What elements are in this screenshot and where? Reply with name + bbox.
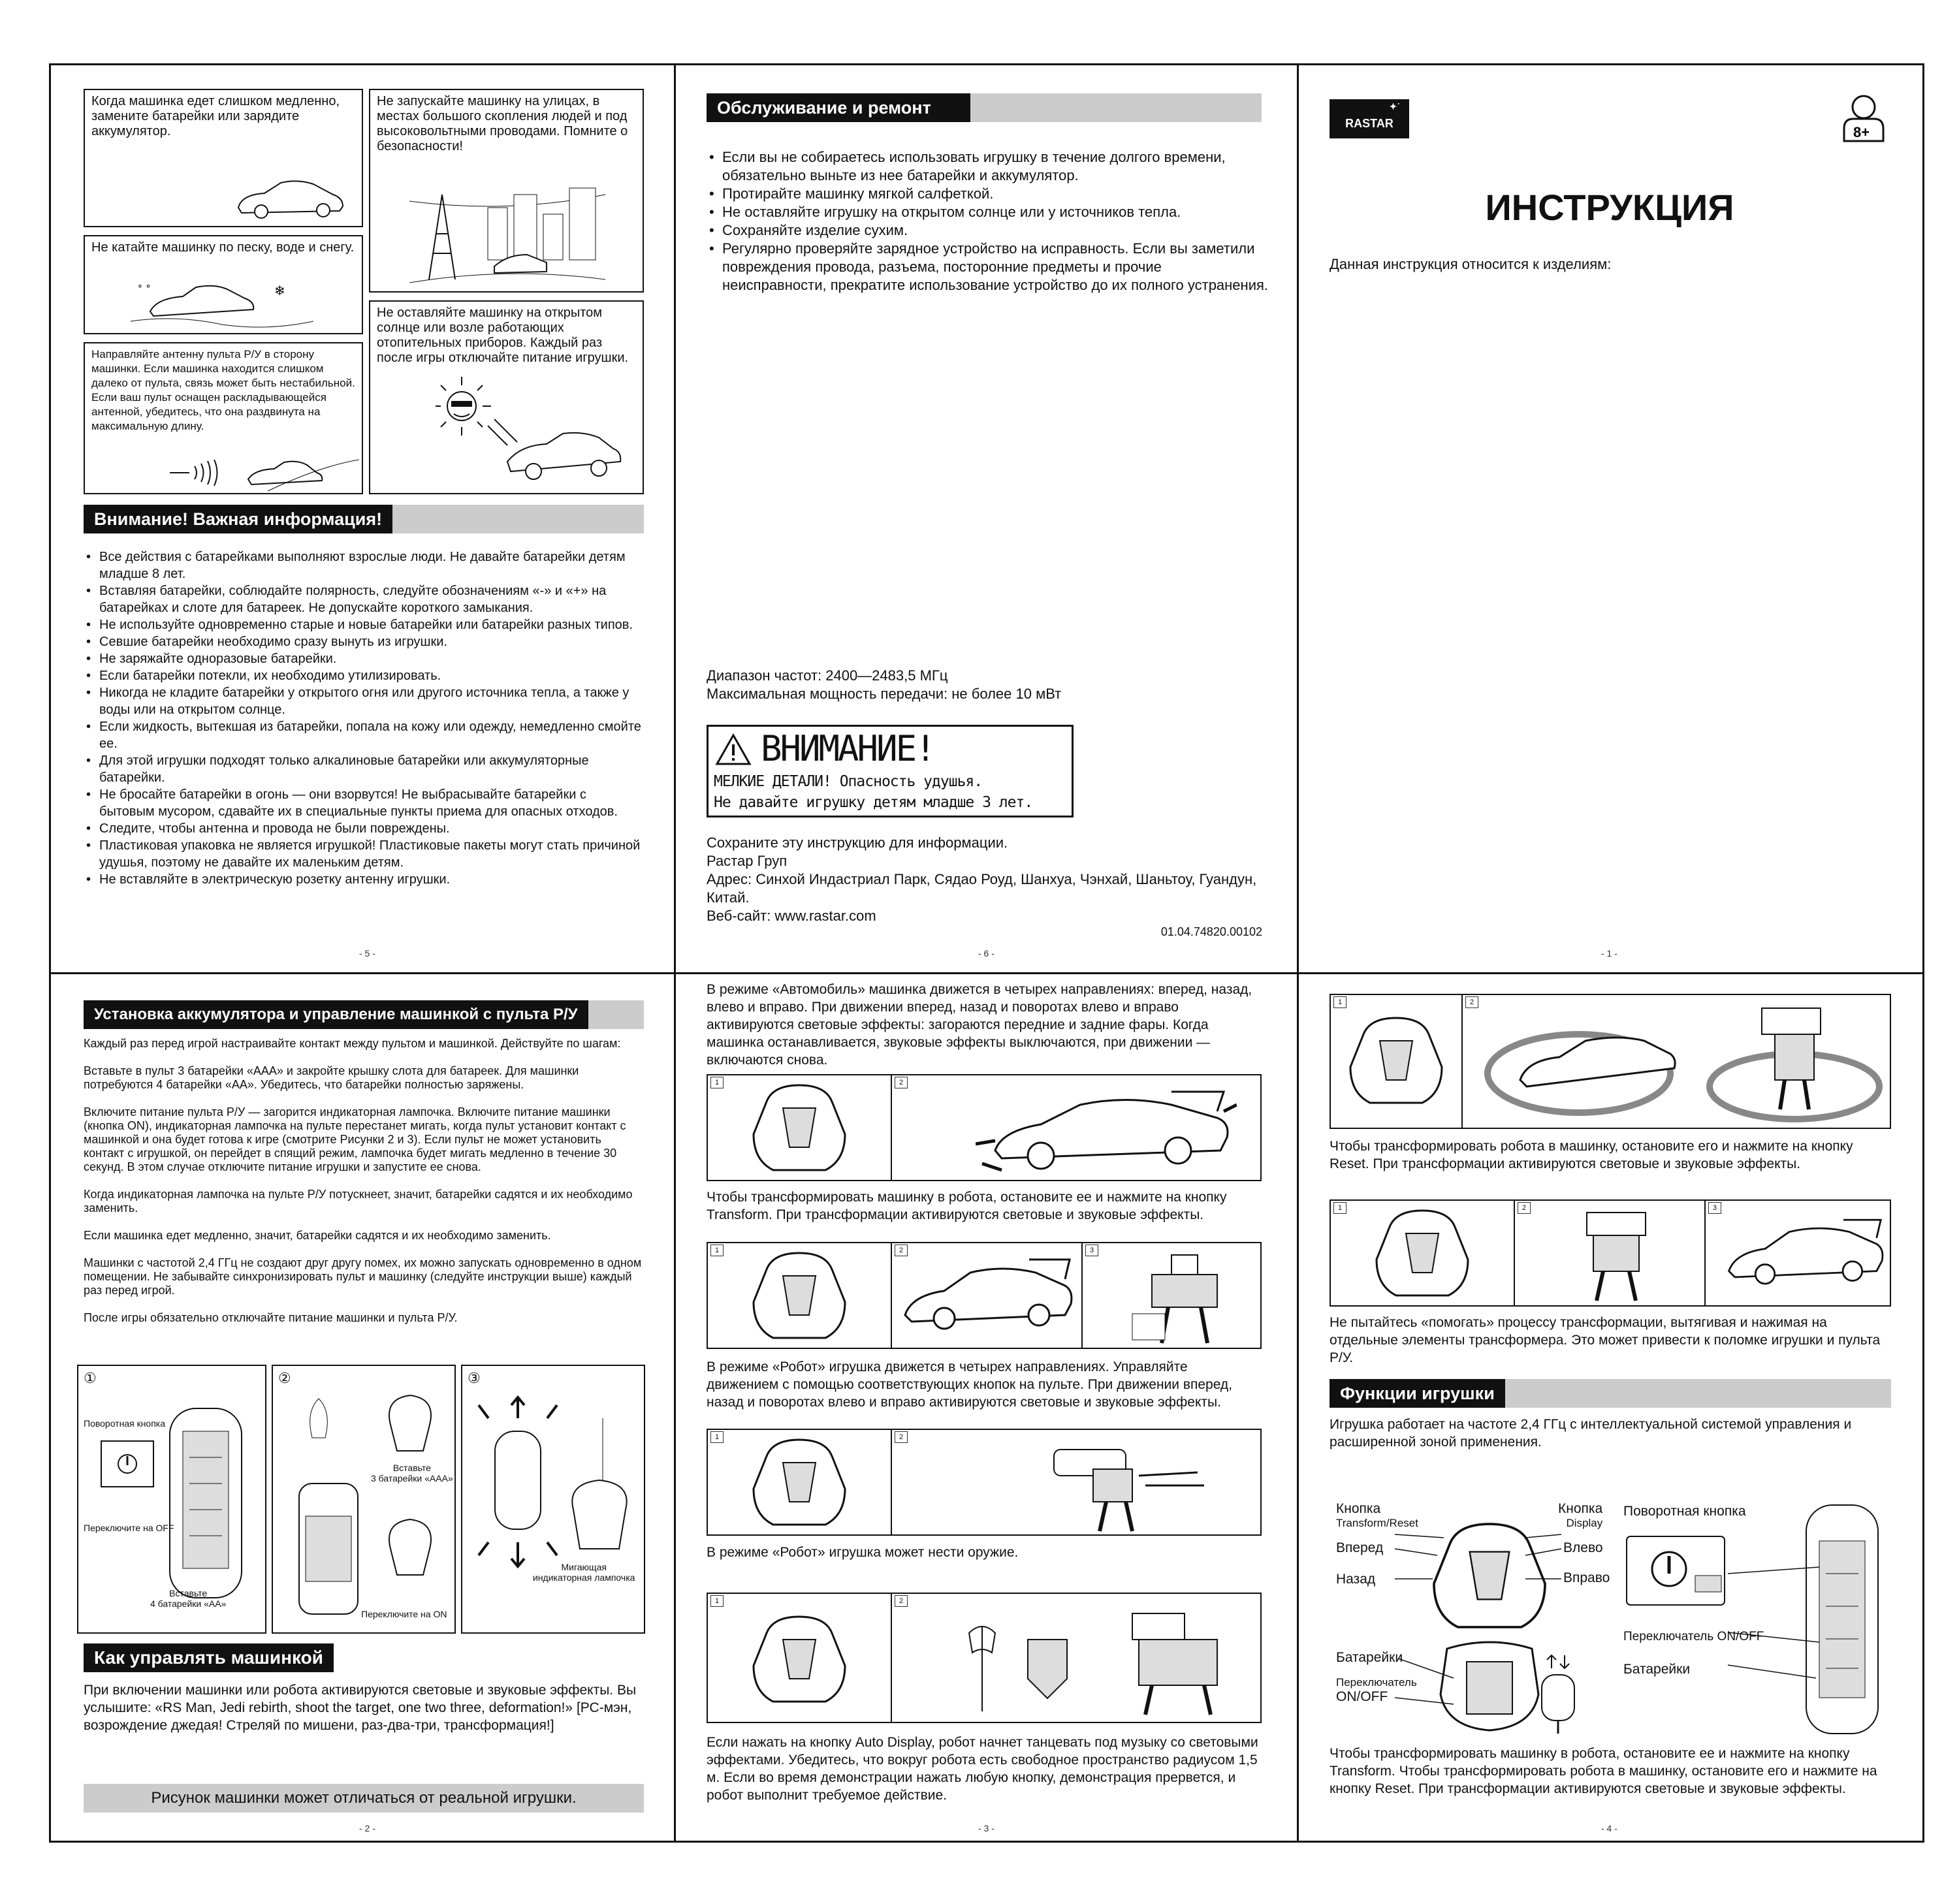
functions-text: Игрушка работает на частоте 2,4 ГГц с интеллектуальной системой управления и расширенной зоной применения. — [1330, 1417, 1852, 1450]
label-line: Кнопка — [1558, 1501, 1603, 1516]
label-insert-aaa: Вставьте 3 батарейки «ААА» — [371, 1463, 453, 1484]
label-insert-aa: Вставьте 4 батарейки «АА» — [150, 1588, 227, 1609]
figure-number: 3 — [1708, 1202, 1721, 1214]
illustration-note: Рисунок машинки может отличаться от реальной игрушки. — [84, 1784, 644, 1813]
label-line: Кнопка — [1336, 1501, 1381, 1516]
battery-install-text — [84, 1037, 645, 1339]
page-1 — [1297, 65, 1922, 970]
figure-number: 1 — [710, 1595, 724, 1607]
figure-number: 1 — [710, 1245, 724, 1256]
page-number: - 4 - — [1601, 1823, 1617, 1833]
list-item: • Не используйте одновременно старые и новые батарейки или батарейки разных типов. — [84, 616, 645, 633]
controls-diagram — [1330, 1502, 1891, 1737]
warning-title: ВНИМАНИЕ! — [761, 728, 934, 769]
tip-box-antenna — [84, 342, 363, 494]
city-powerline-illustration — [409, 182, 605, 286]
figure-number: 2 — [895, 1245, 908, 1256]
list-item: • Протирайте машинку мягкой салфеткой. — [707, 185, 1268, 203]
figure-cell-2 — [1515, 1201, 1706, 1305]
figure-cell-2 — [892, 1243, 1083, 1348]
figure-cell-1 — [708, 1075, 892, 1180]
weapons-robot-illustration — [956, 1600, 1256, 1718]
page-number: - 1 - — [1601, 948, 1617, 959]
figure-number: 1 — [710, 1077, 724, 1088]
dont-help-caption: Не пытайтесь «помогать» процессу трансформации, вытягивая и нажимая на отдельные элементы трансформера. Это может привести к поломке игрушки и пульта Р/У. — [1330, 1315, 1881, 1365]
tip-text: Направляйте антенну пульта Р/У в сторону машинки. Если машинка находится слишком далеко от пульта, связь может быть нестабильной. Если ваш пульт оснащен раскладывающейся антенной, убедитесь, что она раздвинута на максимальную длину. — [91, 348, 355, 432]
tip-box-sand — [84, 235, 363, 334]
maintenance-list — [707, 148, 1268, 294]
tip-box-sun — [369, 300, 644, 494]
list-item: • Следите, чтобы антенна и провода не были повреждены. — [84, 820, 645, 837]
tip-text: Не оставляйте машинку на открытом солнце или возле работающих отопительных приборов. Каждый раз после игры отключайте питание игрушки. — [377, 306, 629, 365]
figure-cell-1 — [1331, 995, 1463, 1128]
robot-mode-caption: В режиме «Робот» игрушка движется в четырех направлениях. Управляйте движением с помощью соответствующих кнопок на пульте. При движении вперед, назад и поворотах влево и вправо активируются световые и звуковые эффекты. — [707, 1359, 1233, 1410]
section-header-functions — [1330, 1379, 1891, 1408]
label-batteries-2: Батарейки — [1623, 1662, 1691, 1677]
figure-row-4 — [707, 1593, 1262, 1723]
label-left: Влево — [1563, 1540, 1603, 1555]
tip-text: Не запускайте машинку на улицах, в местах большого скопления людей и под высоковольтными проводами. Помните о безопасности! — [377, 94, 628, 153]
warning-triangle-icon — [715, 733, 752, 766]
label-blinking-lamp: Мигающая индикаторная лампочка — [533, 1562, 635, 1583]
control-text: При включении машинки или робота активируются световые и звуковые эффекты. Вы услышите: «RS Man, Jedi rebirth, shoot the target, one two three, deformation!» [РС-мэн, возрождение джедая! Стреляй по мишени, раз-два-три, трансформация!] — [84, 1683, 637, 1733]
section-title: Обслуживание и ремонт — [707, 93, 970, 122]
label-line: Переключатель — [1336, 1676, 1417, 1689]
paragraph: Каждый раз перед игрой настраивайте контакт между пультом и машинкой. Действуйте по шагам: — [84, 1037, 621, 1050]
remote-icon — [747, 1250, 852, 1341]
figure-number: ① — [84, 1370, 97, 1386]
max-power: Максимальная мощность передачи: не более 10 мВт — [707, 686, 1062, 702]
company-name: Растар Груп — [707, 853, 788, 869]
auto-display-caption: Если нажать на кнопку Auto Display, робот начнет танцевать под музыку со световыми эффектами. Убедитесь, что вокруг робота есть свободное пространство радиусом 1,5 м. Если во время демонстрации нажать любую кнопку, демонстрация прервется, и робот выполнит требуемое действие. — [707, 1735, 1258, 1803]
page-4 — [1297, 974, 1922, 1841]
figure-number: 1 — [1333, 1202, 1346, 1214]
section-header-battery-install — [84, 1000, 644, 1029]
document-title: ИНСТРУКЦИЯ — [1485, 187, 1734, 228]
car-bottom-illustration — [157, 1405, 255, 1601]
warning-line-2: Не давайте игрушку детям младше 3 лет. — [714, 794, 1033, 811]
document-subtitle: Данная инструкция относится к изделиям: — [1330, 256, 1612, 272]
robot-illustration — [1126, 1248, 1243, 1346]
reset-caption: Чтобы трансформировать робота в машинку, остановите его и нажмите на кнопку Reset. При трансформации активируются световые и звуковые эффекты. — [1330, 1139, 1853, 1171]
figure-row-1 — [707, 1074, 1262, 1181]
figure-2 — [272, 1365, 456, 1634]
label-knob: Поворотная кнопка — [1623, 1504, 1746, 1519]
age-8plus-icon — [1839, 93, 1888, 145]
label-line: Transform/Reset — [1336, 1517, 1418, 1529]
section-header-important — [84, 505, 644, 533]
paragraph: Вставьте в пульт 3 батарейки «ААА» и закройте крышку слота для батареек. Для машинки потребуются 4 батарейки «АА». Убедитесь, что батарейки полностью заряжены. — [84, 1064, 579, 1091]
list-item: • Не заряжайте одноразовые батарейки. — [84, 650, 645, 667]
section-title: Установка аккумулятора и управление машинкой с пульта Р/У — [84, 1000, 588, 1029]
battery-warnings-list — [84, 548, 645, 888]
figure-row-2 — [707, 1242, 1262, 1349]
figure-number: 3 — [1085, 1245, 1098, 1256]
figure-cell-1 — [708, 1243, 892, 1348]
figure-number: ③ — [468, 1370, 481, 1386]
list-item: • Все действия с батарейками выполняют взрослые люди. Не давайте батарейки детям младше 8 лет. — [84, 548, 645, 582]
robot-walking-illustration — [1015, 1436, 1211, 1534]
keep-instruction: Сохраните эту инструкцию для информации. — [707, 834, 1008, 851]
remote-batteries-illustration — [286, 1386, 449, 1627]
sports-car-illustration — [1723, 1214, 1886, 1292]
list-item: • Севшие батарейки необходимо сразу вынуть из игрушки. — [84, 633, 645, 650]
list-item: • Для этой игрушки подходят только алкалиновые батарейки или аккумуляторные батарейки. — [84, 752, 645, 786]
paragraph: Когда индикаторная лампочка на пульте Р/У потускнеет, значит, батарейки садятся и их необходимо заменить. — [84, 1188, 633, 1214]
list-item: • Если вы не собираетесь использовать игрушку в течение долгого времени, обязательно выньте из нее батарейки и аккумулятор. — [707, 148, 1268, 185]
car-directions-illustration — [475, 1392, 639, 1588]
list-item: • Не оставляйте игрушку на открытом солнце или у источников тепла. — [707, 203, 1268, 221]
list-item: • Сохраняйте изделие сухим. — [707, 221, 1268, 240]
list-item: • Никогда не кладите батарейки у открытого огня или другого источника тепла, а также у воды или на открытом солнце. — [84, 684, 645, 718]
label-line: ON/OFF — [1336, 1689, 1388, 1704]
section-header-how-to-drive — [84, 1643, 644, 1672]
paragraph: Включите питание пульта Р/У — загорится индикаторная лампочка. Включите питание машинки (кнопка ON), индикаторная лампочка на пульте перестанет мигать, когда пульт установит контакт с машинкой и она будет готова к игре (смотрите Рисунки 2 и 3). Если пульт не может установить контакт с игрушкой, он перейдет в спящий режим, лампочка будет мигать медленно в течение 30 секунд. В этом случае отключите питание игрушки и запустите ее снова. — [84, 1105, 626, 1173]
tip-box-streets — [369, 89, 644, 293]
company-website[interactable]: Веб-сайт: www.rastar.com — [707, 908, 876, 924]
figure-row-reset — [1330, 994, 1891, 1129]
paragraph: Машинки с частотой 2,4 ГГц не создают друг другу помех, их можно запускать одновременно в одном помещении. Не забывайте синхронизировать пульт и машинку (следуйте инструкции выше) каждый раз перед игрой. — [84, 1256, 642, 1297]
list-item: • Не вставляйте в электрическую розетку антенну игрушки. — [84, 871, 645, 888]
sports-car-illustration — [899, 1253, 1075, 1338]
page-2 — [51, 974, 672, 1841]
choking-warning-box — [707, 725, 1074, 817]
robot-illustration — [1554, 1206, 1672, 1304]
car-mode-text: В режиме «Автомобиль» машинка движется в четырех направлениях: вперед, назад, влево и вправо. При движении вперед, назад и поворотах влево и вправо активируются световые эффекты: загораются передние и задние фары. Когда машинка останавливается, звуковые эффекты выключаются, при движении — включаются снова. — [707, 982, 1252, 1068]
page-5 — [51, 65, 672, 970]
svg-text:∘ ∘: ∘ ∘ — [137, 280, 151, 291]
figure-number: 1 — [710, 1431, 724, 1443]
company-address: Адрес: Синхой Индастриал Парк, Сядао Роуд, Шанхуа, Чэнхай, Шаньтоу, Гуандун, Китай. — [707, 871, 1257, 906]
label-leader-lines — [1330, 1502, 1630, 1737]
company-info — [707, 834, 1268, 925]
remote-icon — [747, 1610, 852, 1708]
section-header-maintenance — [707, 93, 1262, 122]
figure-number: 2 — [895, 1077, 908, 1088]
label-line: Display — [1566, 1517, 1603, 1529]
knob-detail-illustration — [1623, 1533, 1728, 1608]
spinning-car-robot-illustration — [1481, 1002, 1886, 1126]
label-batteries: Батарейки — [1336, 1650, 1403, 1665]
list-item: • Вставляя батарейки, соблюдайте полярность, следуйте обозначениям «-» и «+» на батарейках и слоте для батареек. Не допускайте короткого замыкания. — [84, 582, 645, 616]
label-switch-off: Переключите на OFF — [84, 1523, 174, 1533]
list-item: • Не бросайте батарейки в огонь — они взорвутся! Не выбрасывайте батарейки с бытовым мусором, сдавайте их в специальные пункты приема для опасных отходов. — [84, 786, 645, 820]
list-item: • Если жидкость, вытекшая из батарейки, попала на кожу или одежду, немедленно смойте ее. — [84, 718, 645, 752]
figure-3 — [461, 1365, 645, 1634]
page-number: - 3 - — [978, 1823, 995, 1833]
section-title: Функции игрушки — [1330, 1379, 1505, 1408]
figure-number: 2 — [895, 1431, 908, 1443]
figure-1 — [77, 1365, 266, 1634]
remote-icon — [1370, 1207, 1474, 1299]
paragraph: После игры обязательно отключайте питание машинки и пульта Р/У. — [84, 1311, 458, 1324]
figure-row-3 — [707, 1429, 1262, 1536]
tip-box-slow — [84, 89, 363, 227]
car-illustration — [235, 175, 346, 221]
document-code: 01.04.74820.00102 — [1160, 925, 1262, 938]
remote-icon — [1344, 1008, 1448, 1113]
sports-car-illustration — [976, 1085, 1237, 1177]
figure-number: 2 — [1518, 1202, 1531, 1214]
page-number: - 2 - — [359, 1823, 375, 1833]
warning-line-1: МЕЛКИЕ ДЕТАЛИ! Опасность удушья. — [714, 773, 983, 790]
page-3 — [674, 974, 1295, 1841]
tip-text: Не катайте машинку по песку, воде и снегу. — [91, 240, 355, 255]
section-title: Внимание! Важная информация! — [84, 505, 392, 533]
paragraph: Если машинка едет медленно, значит, батарейки садятся и их необходимо заменить. — [84, 1229, 551, 1242]
weapon-caption: В режиме «Робот» игрушка может нести оружие. — [707, 1545, 1019, 1560]
logo-text: RASTAR — [1345, 117, 1394, 130]
label-onoff-switch-2: Переключатель ON/OFF — [1623, 1630, 1764, 1643]
list-item: • Пластиковая упаковка не является игрушкой! Пластиковые пакеты могут стать причиной удушья, поэтому не давайте их маленьким детям. — [84, 837, 645, 871]
remote-icon — [747, 1082, 852, 1173]
page-number: - 6 - — [978, 948, 995, 959]
label-leader-lines — [1721, 1502, 1826, 1737]
figure-cell-1 — [708, 1430, 892, 1534]
rastar-logo — [1330, 99, 1409, 138]
label-switch-on: Переключите на ON — [361, 1609, 447, 1619]
star-icon: ✦˙ — [1389, 101, 1400, 112]
transform-caption: Чтобы трансформировать машинку в робота, остановите ее и нажмите на кнопку Transform. При трансформации активируются световые и звуковые эффекты. — [707, 1190, 1227, 1222]
section-title: Как управлять машинкой — [84, 1643, 334, 1672]
figure-row-transform — [1330, 1199, 1891, 1307]
page-6 — [674, 65, 1295, 970]
label-backward: Назад — [1336, 1572, 1376, 1587]
page-number: - 5 - — [359, 948, 375, 959]
list-item: • Регулярно проверяйте зарядное устройство на исправность. Если вы заметили повреждения провода, разъема, посторонние предметы и прочие неисправности, прекратите использование устройство до их полного устранения. — [707, 240, 1268, 294]
figure-number: 1 — [1333, 996, 1346, 1008]
antenna-signal-illustration — [170, 453, 359, 492]
transform-reset-caption: Чтобы трансформировать машинку в робота, остановите ее и нажмите на кнопку Transform. Чтобы трансформировать робота в машинку, остановите его и нажмите на кнопку Reset. При трансформации активируются световые и звуковые эффекты. — [1330, 1746, 1877, 1796]
figure-cell-1 — [1331, 1201, 1515, 1305]
frequency-range: Диапазон частот: 2400—2483,5 МГц — [707, 667, 948, 684]
label-forward: Вперед — [1336, 1540, 1384, 1555]
figure-number: 2 — [1465, 996, 1478, 1008]
figure-cell-1 — [708, 1594, 892, 1722]
car-in-snow-illustration — [124, 276, 320, 331]
list-item: • Если батарейки потекли, их необходимо утилизировать. — [84, 667, 645, 684]
label-right: Вправо — [1563, 1570, 1610, 1585]
svg-text:8+: 8+ — [1853, 124, 1870, 140]
remote-icon — [747, 1436, 852, 1528]
label-knob: Поворотная кнопка — [84, 1418, 166, 1429]
sun-car-illustration — [436, 373, 625, 491]
knob-detail-illustration — [98, 1438, 157, 1490]
figure-number: 2 — [895, 1595, 908, 1607]
svg-text:❄: ❄ — [274, 284, 285, 298]
figure-number: ② — [278, 1370, 291, 1386]
tip-text: Когда машинка едет слишком медленно, замените батарейки или зарядите аккумулятор. — [91, 94, 340, 138]
